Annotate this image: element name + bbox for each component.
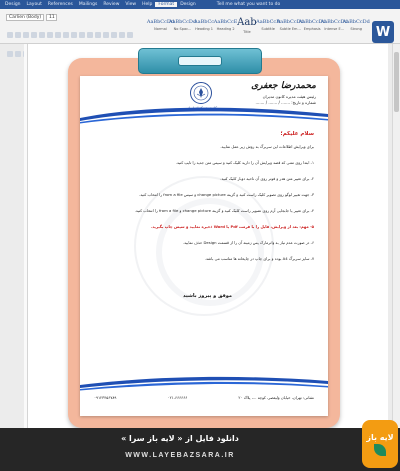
body-paragraph: ۷- سایز سربرگ A4 بوده و برای چاپ در چاپخانه ها مناسب می باشد. <box>204 256 314 261</box>
leaf-icon <box>374 444 386 456</box>
style-emphasis[interactable] <box>298 13 326 37</box>
bold-icon[interactable] <box>7 32 13 38</box>
clipboard-clip-slot <box>178 56 222 66</box>
style-title[interactable] <box>237 13 257 37</box>
tab-references[interactable]: References <box>47 2 73 7</box>
style-name: Title <box>243 29 251 34</box>
numbering-icon[interactable] <box>87 32 93 38</box>
style-subtle-emphasis[interactable] <box>276 13 304 37</box>
tab-help[interactable]: Help <box>142 2 153 7</box>
style-name: Normal <box>154 27 167 31</box>
tab-view[interactable]: View <box>125 2 137 7</box>
word-ribbon <box>0 0 400 44</box>
tab-design-2[interactable]: Design <box>180 2 196 7</box>
style-sample: AaBbCcDd <box>168 19 197 25</box>
letterhead-paper <box>80 76 328 416</box>
align-left-icon[interactable] <box>7 51 13 57</box>
style-heading-1[interactable] <box>194 13 214 37</box>
footer-phone: ۰۲۱-۶۶۶۶۶۶ <box>167 395 188 400</box>
body-paragraph: ۲- برای تغییر متن هدر و فوتر روی آن ناحیه دوبار کلیک کنید. <box>220 176 314 181</box>
sender-name: محمدرضا جعفری <box>251 81 316 91</box>
bullets-icon[interactable] <box>79 32 85 38</box>
style-no-spacing[interactable] <box>168 13 197 37</box>
sort-icon[interactable] <box>119 32 125 38</box>
emblem-logo-icon <box>190 82 212 104</box>
banner-download-text: دانلود فایل از « لایه باز سرا » <box>121 434 239 443</box>
style-heading-2[interactable] <box>215 13 236 37</box>
tab-design[interactable]: Design <box>5 2 21 7</box>
tell-me-search[interactable]: Tell me what you want to do <box>216 2 281 7</box>
style-sample: AaBbCc <box>194 19 215 25</box>
ribbon-tabs <box>0 0 400 9</box>
closing-text: موفق و پیروز باشید <box>183 293 232 299</box>
formatting-tools <box>6 24 146 40</box>
highlight-icon[interactable] <box>63 32 69 38</box>
font-size-select[interactable]: 11 <box>46 14 57 21</box>
style-name: Heading 1 <box>195 27 213 31</box>
vertical-scrollbar[interactable] <box>392 44 400 428</box>
style-sample: AaBbCcDd <box>276 19 304 25</box>
footer-contact <box>94 395 314 403</box>
style-name: Heading 2 <box>216 27 235 31</box>
increase-indent-icon[interactable] <box>111 32 117 38</box>
site-logo-text: لایه باز <box>366 432 394 442</box>
body-paragraph: ۱- ابتدا روی متنی که قصد ویرایش آن را دارید کلیک کنید و سپس متن جدید را تایپ کنید. <box>175 160 314 165</box>
scrollbar-thumb[interactable] <box>394 52 399 112</box>
word-app-icon: W <box>372 21 394 43</box>
greeting-text: سلام علیکم؛ <box>280 131 314 137</box>
style-name: Subtle Em... <box>279 27 301 31</box>
body-paragraph: ۳- جهت تغییر لوگو روی تصویر کلیک راست کنید و گزینه change picture و سپس from a file را انتخاب کنید. <box>139 192 314 197</box>
site-logo <box>362 420 398 468</box>
styles-gallery <box>146 13 370 41</box>
decrease-indent-icon[interactable] <box>103 32 109 38</box>
underline-icon[interactable] <box>23 32 29 38</box>
style-sample: AaBbCcDd <box>320 19 348 25</box>
header-wave-decoration <box>80 102 328 124</box>
footer-address: نشانی: تهران، خیابان ولیعصر، کوچه ...، پلاک ۲۰ <box>238 395 314 400</box>
superscript-icon[interactable] <box>47 32 53 38</box>
sender-title: رئیس هیئت مدیره کانون مدیران <box>262 94 316 99</box>
ribbon-body <box>0 9 400 44</box>
style-name: Emphasis <box>303 27 321 31</box>
footer-mobile: ۰۹۱۲۳۴۵۶۷۸۹ <box>94 395 117 400</box>
tab-mailings[interactable]: Mailings <box>78 2 98 7</box>
style-sample: AaBbCcD <box>256 19 281 25</box>
body-paragraph: برای ویرایش اطلاعات این سربرگ به روش زیر عمل نمایید. <box>220 144 314 149</box>
tab-layout[interactable]: Layout <box>26 2 42 7</box>
date-line: شماره و تاریخ: ....... / ....... / ....... <box>255 100 316 105</box>
body-paragraph: ۶- در صورت عدم نیاز به واترمارک پس زمینه آن را از قسمت Design حذف نمایید. <box>182 240 314 245</box>
strikethrough-icon[interactable] <box>31 32 37 38</box>
italic-icon[interactable] <box>15 32 21 38</box>
show-marks-icon[interactable] <box>127 32 133 38</box>
font-name-select[interactable]: Carlien (Body) <box>6 14 44 21</box>
style-strong[interactable] <box>342 13 370 37</box>
style-name: Subtitle <box>261 27 275 31</box>
style-sample: AaBbCcE <box>213 19 238 25</box>
multilevel-list-icon[interactable] <box>95 32 101 38</box>
font-color-icon[interactable] <box>71 32 77 38</box>
style-normal[interactable] <box>146 13 175 37</box>
footer-wave-decoration <box>80 373 328 393</box>
style-sample: AaBbCcDd <box>146 19 175 25</box>
subscript-icon[interactable] <box>39 32 45 38</box>
text-effects-icon[interactable] <box>55 32 61 38</box>
style-subtitle[interactable] <box>258 13 279 37</box>
style-sample: AaBbCcDd <box>342 19 370 25</box>
style-intense-emphasis[interactable] <box>320 13 348 37</box>
style-sample: Aab <box>237 16 257 28</box>
banner-website-url[interactable]: WWW.LAYEBAZSARA.IR <box>125 452 235 459</box>
style-name: Strong <box>350 27 362 31</box>
important-note: ۵- مهم: بعد از ویرایش، فایل را با فرمت Pdf یا Word ذخیره نمایید و سپس چاپ بگیرید. <box>150 224 314 229</box>
body-paragraph: ۴- برای تغییر یا جابجایی آرم روی تصویر راست کلیک کنید و گزینه change picture و from a file را انتخاب کنید. <box>134 208 314 213</box>
style-name: No Spac... <box>173 27 192 31</box>
tab-format[interactable]: Format <box>155 2 177 7</box>
align-center-icon[interactable] <box>15 51 21 57</box>
style-sample: AaBbCcDd <box>298 19 326 25</box>
tab-review[interactable]: Review <box>103 2 120 7</box>
style-name: Intense E... <box>324 27 344 31</box>
